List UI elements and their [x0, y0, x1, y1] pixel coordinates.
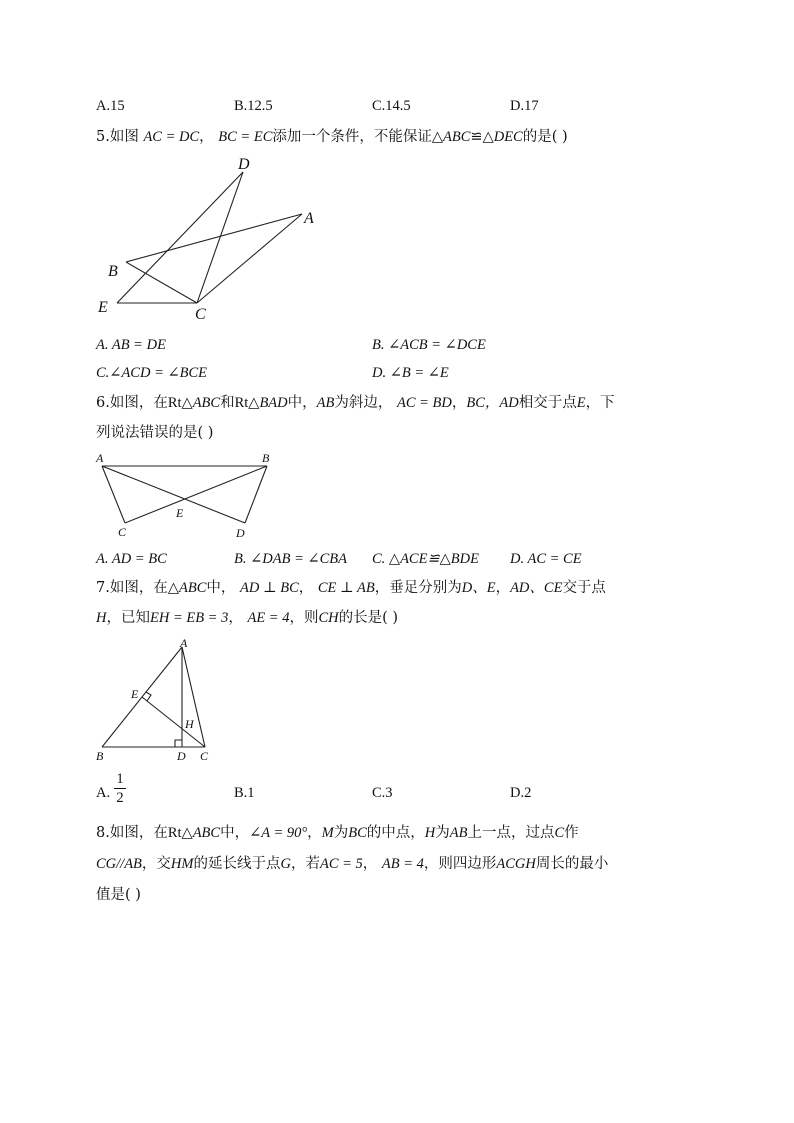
q7-right-angle-D [175, 740, 182, 747]
q8-acgh: ACGH [496, 856, 536, 872]
q4-option-a-text: A.15 [96, 98, 125, 114]
q5-number: 5. [96, 129, 110, 145]
q5-option-b[interactable] [372, 335, 486, 355]
q8-point-c: C [554, 825, 565, 841]
q5-label-C: C [195, 306, 206, 322]
q6-label-A: A [96, 451, 104, 465]
q6-triangle-1: △ABC [181, 395, 221, 411]
q8-stem-line1 [96, 823, 579, 843]
q7-fraction-denominator: 2 [116, 790, 124, 806]
q5-triangle-1: △ABC [431, 129, 471, 145]
q6-label-C: C [118, 525, 127, 539]
q6-text-c: 中， [287, 395, 317, 411]
q7-label-C: C [200, 749, 209, 763]
q8-text-g: 上一点，过点 [467, 825, 555, 841]
q8-text-line2-e: ，则四边形 [423, 856, 497, 872]
q8-ab: AB [449, 825, 468, 841]
q5-label-D: D [238, 156, 250, 173]
q7-condition-1: AD ⊥ BC [240, 580, 299, 596]
q8-point-m: M [321, 825, 334, 841]
q8-triangle: △ABC [181, 825, 221, 841]
q5-label-A: A [304, 210, 314, 227]
q5-stem-part1: 如图 [109, 129, 139, 145]
q5-stem-part2: 添加一个条件，不能保证 [272, 129, 432, 145]
q8-point-h: H [424, 825, 436, 841]
q8-ac: AC = 5 [319, 856, 363, 872]
q6-label-D: D [236, 526, 245, 540]
q7-condition-3: EH = EB = 3 [149, 610, 229, 626]
q8-rt: Rt [167, 825, 182, 841]
q6-text-b: 和 [220, 395, 235, 411]
q4-option-d[interactable] [510, 96, 539, 116]
q8-stem-line2 [96, 854, 608, 874]
q7-option-c-text: C.3 [372, 785, 393, 801]
q6-text-a: 6.如图，在 [96, 395, 168, 411]
q5-condition-2: BC = EC [218, 129, 273, 145]
q8-stem-line3 [96, 885, 141, 905]
q5-triangle-2: △DEC [482, 129, 523, 145]
q7-point-h: H [96, 610, 107, 626]
q7-right-angle-E [146, 692, 151, 701]
q7-option-b-text: B.1 [234, 785, 255, 801]
q4-option-b[interactable] [234, 96, 273, 116]
q8-text-line2-f: 周长的最小 [535, 856, 609, 872]
q6-option-a[interactable] [96, 549, 167, 569]
q5-option-c-text: C.∠ACD = ∠BCE [96, 365, 208, 381]
q6-text-line2: 列说法错误的是( ) [96, 425, 214, 441]
q7-label-D: D [177, 749, 186, 763]
q7-stem-line2 [96, 608, 398, 628]
q6-option-b[interactable] [234, 549, 347, 569]
q5-condition-1: AC = DC [143, 129, 200, 145]
q4-option-b-text: B.12.5 [234, 98, 273, 114]
q6-line-DB [245, 466, 267, 523]
q5-stem [96, 127, 568, 147]
q6-option-d[interactable] [510, 549, 582, 569]
q7-label-A: A [180, 636, 188, 650]
q6-text-f: 相交于点 [518, 395, 577, 411]
q7-text-line2-d: 的长是( ) [338, 610, 399, 626]
q7-text-line2-a: ，已知 [106, 610, 150, 626]
q8-text-h: 作 [564, 825, 579, 841]
q5-congruent-symbol: ≌ [470, 129, 483, 145]
q6-ab: AB [316, 395, 335, 411]
q8-text-b: 中， [220, 825, 250, 841]
q7-ad-ce: AD、CE [510, 580, 563, 596]
q7-option-a[interactable] [96, 783, 110, 803]
q7-condition-4: AE = 4 [247, 610, 290, 626]
q6-point-e: E [576, 395, 586, 411]
q6-text-g: ，下 [585, 395, 615, 411]
q7-d-e: D、E [461, 580, 496, 596]
q7-stem-line1 [96, 578, 606, 598]
q8-text-line2-a: ，交 [141, 856, 171, 872]
q7-text-d: ，垂足分别为 [374, 580, 462, 596]
q7-text-f: 交于点 [562, 580, 606, 596]
q7-label-H: H [185, 717, 194, 731]
q7-fraction-bar [114, 788, 126, 789]
q5-option-b-text: B. ∠ACB = ∠DCE [372, 337, 486, 353]
q5-figure [90, 152, 330, 322]
q5-option-a[interactable] [96, 335, 166, 355]
q6-label-E: E [176, 506, 184, 520]
q6-figure [90, 450, 290, 542]
q5-label-B: B [108, 263, 118, 280]
q8-hm: HM [170, 856, 194, 872]
q5-stem-part3: 的是( ) [522, 129, 568, 145]
q8-text-f: 为 [435, 825, 450, 841]
q6-rt-1: Rt [167, 395, 182, 411]
q6-text-d: 为斜边， [334, 395, 393, 411]
q7-fraction-numerator: 1 [116, 771, 124, 787]
q6-label-B: B [262, 451, 270, 465]
q6-line-AD [102, 466, 245, 523]
q6-option-a-text: A. AD = BC [96, 551, 167, 567]
q7-figure [90, 635, 230, 770]
q4-option-c[interactable] [372, 96, 411, 116]
q6-option-b-text: B. ∠DAB = ∠CBA [234, 551, 348, 567]
q6-option-d-text: D. AC = CE [510, 551, 582, 567]
q7-triangle: △ABC [167, 580, 207, 596]
q6-condition: AC = BD [396, 395, 452, 411]
q8-text-c: ， [307, 825, 322, 841]
q5-option-d[interactable] [372, 363, 449, 383]
q8-ab-value: AB = 4 [381, 856, 424, 872]
q8-text-line2-d: ， [362, 856, 378, 872]
q7-option-b[interactable] [234, 783, 255, 803]
q8-angle: ∠A = 90° [249, 825, 308, 841]
q7-text-line2-c: ，则 [289, 610, 319, 626]
q4-option-d-text: D.17 [510, 98, 539, 114]
q8-text-a: 8.如图，在 [96, 825, 168, 841]
q7-text-c: ， [298, 580, 314, 596]
q5-separator: ， [199, 129, 214, 145]
q5-label-E: E [98, 299, 108, 316]
q7-option-d-text: D.2 [510, 785, 532, 801]
q6-text-e: ， [451, 395, 467, 411]
q7-text-line2-b: ， [228, 610, 243, 626]
q6-option-c-text: C. △ACE≌△BDE [372, 551, 479, 567]
q4-option-a[interactable] [96, 96, 125, 116]
q6-rt-2: Rt [234, 395, 249, 411]
q7-label-E: E [131, 687, 139, 701]
q8-text-line2-b: 的延长线于点 [193, 856, 281, 872]
q5-option-a-text: A. AB = DE [96, 337, 166, 353]
q7-option-a-prefix: A. [96, 785, 111, 801]
q7-text-a: 7.如图，在 [96, 580, 168, 596]
q7-ch: CH [318, 610, 339, 626]
q6-stem-line1 [96, 393, 615, 413]
q7-text-b: 中， [206, 580, 236, 596]
q8-bc: BC [348, 825, 367, 841]
q8-text-e: 的中点， [366, 825, 425, 841]
q6-line-CB [125, 466, 267, 523]
q5-line-ED [117, 172, 243, 303]
q6-triangle-2: △BAD [248, 395, 288, 411]
q7-text-e: ， [495, 580, 511, 596]
q4-option-c-text: C.14.5 [372, 98, 411, 114]
q8-text-line2-c: ，若 [290, 856, 320, 872]
q8-point-g: G [280, 856, 291, 872]
q7-option-a-fraction [114, 771, 126, 806]
q8-text-d: 为 [333, 825, 349, 841]
q7-condition-2: CE ⊥ AB [317, 580, 375, 596]
q6-stem-line2 [96, 423, 213, 443]
q5-option-c[interactable] [96, 363, 207, 383]
q6-line-AC [102, 466, 125, 523]
q5-option-d-text: D. ∠B = ∠E [372, 365, 449, 381]
q7-option-c[interactable] [372, 783, 393, 803]
q6-option-c[interactable] [372, 549, 479, 569]
q8-cg-parallel: CG//AB [96, 856, 142, 872]
q6-bc-ad: BC，AD [466, 395, 519, 411]
q8-text-line3: 值是( ) [96, 887, 141, 903]
q7-option-d[interactable] [510, 783, 531, 803]
q7-label-B: B [96, 749, 104, 763]
